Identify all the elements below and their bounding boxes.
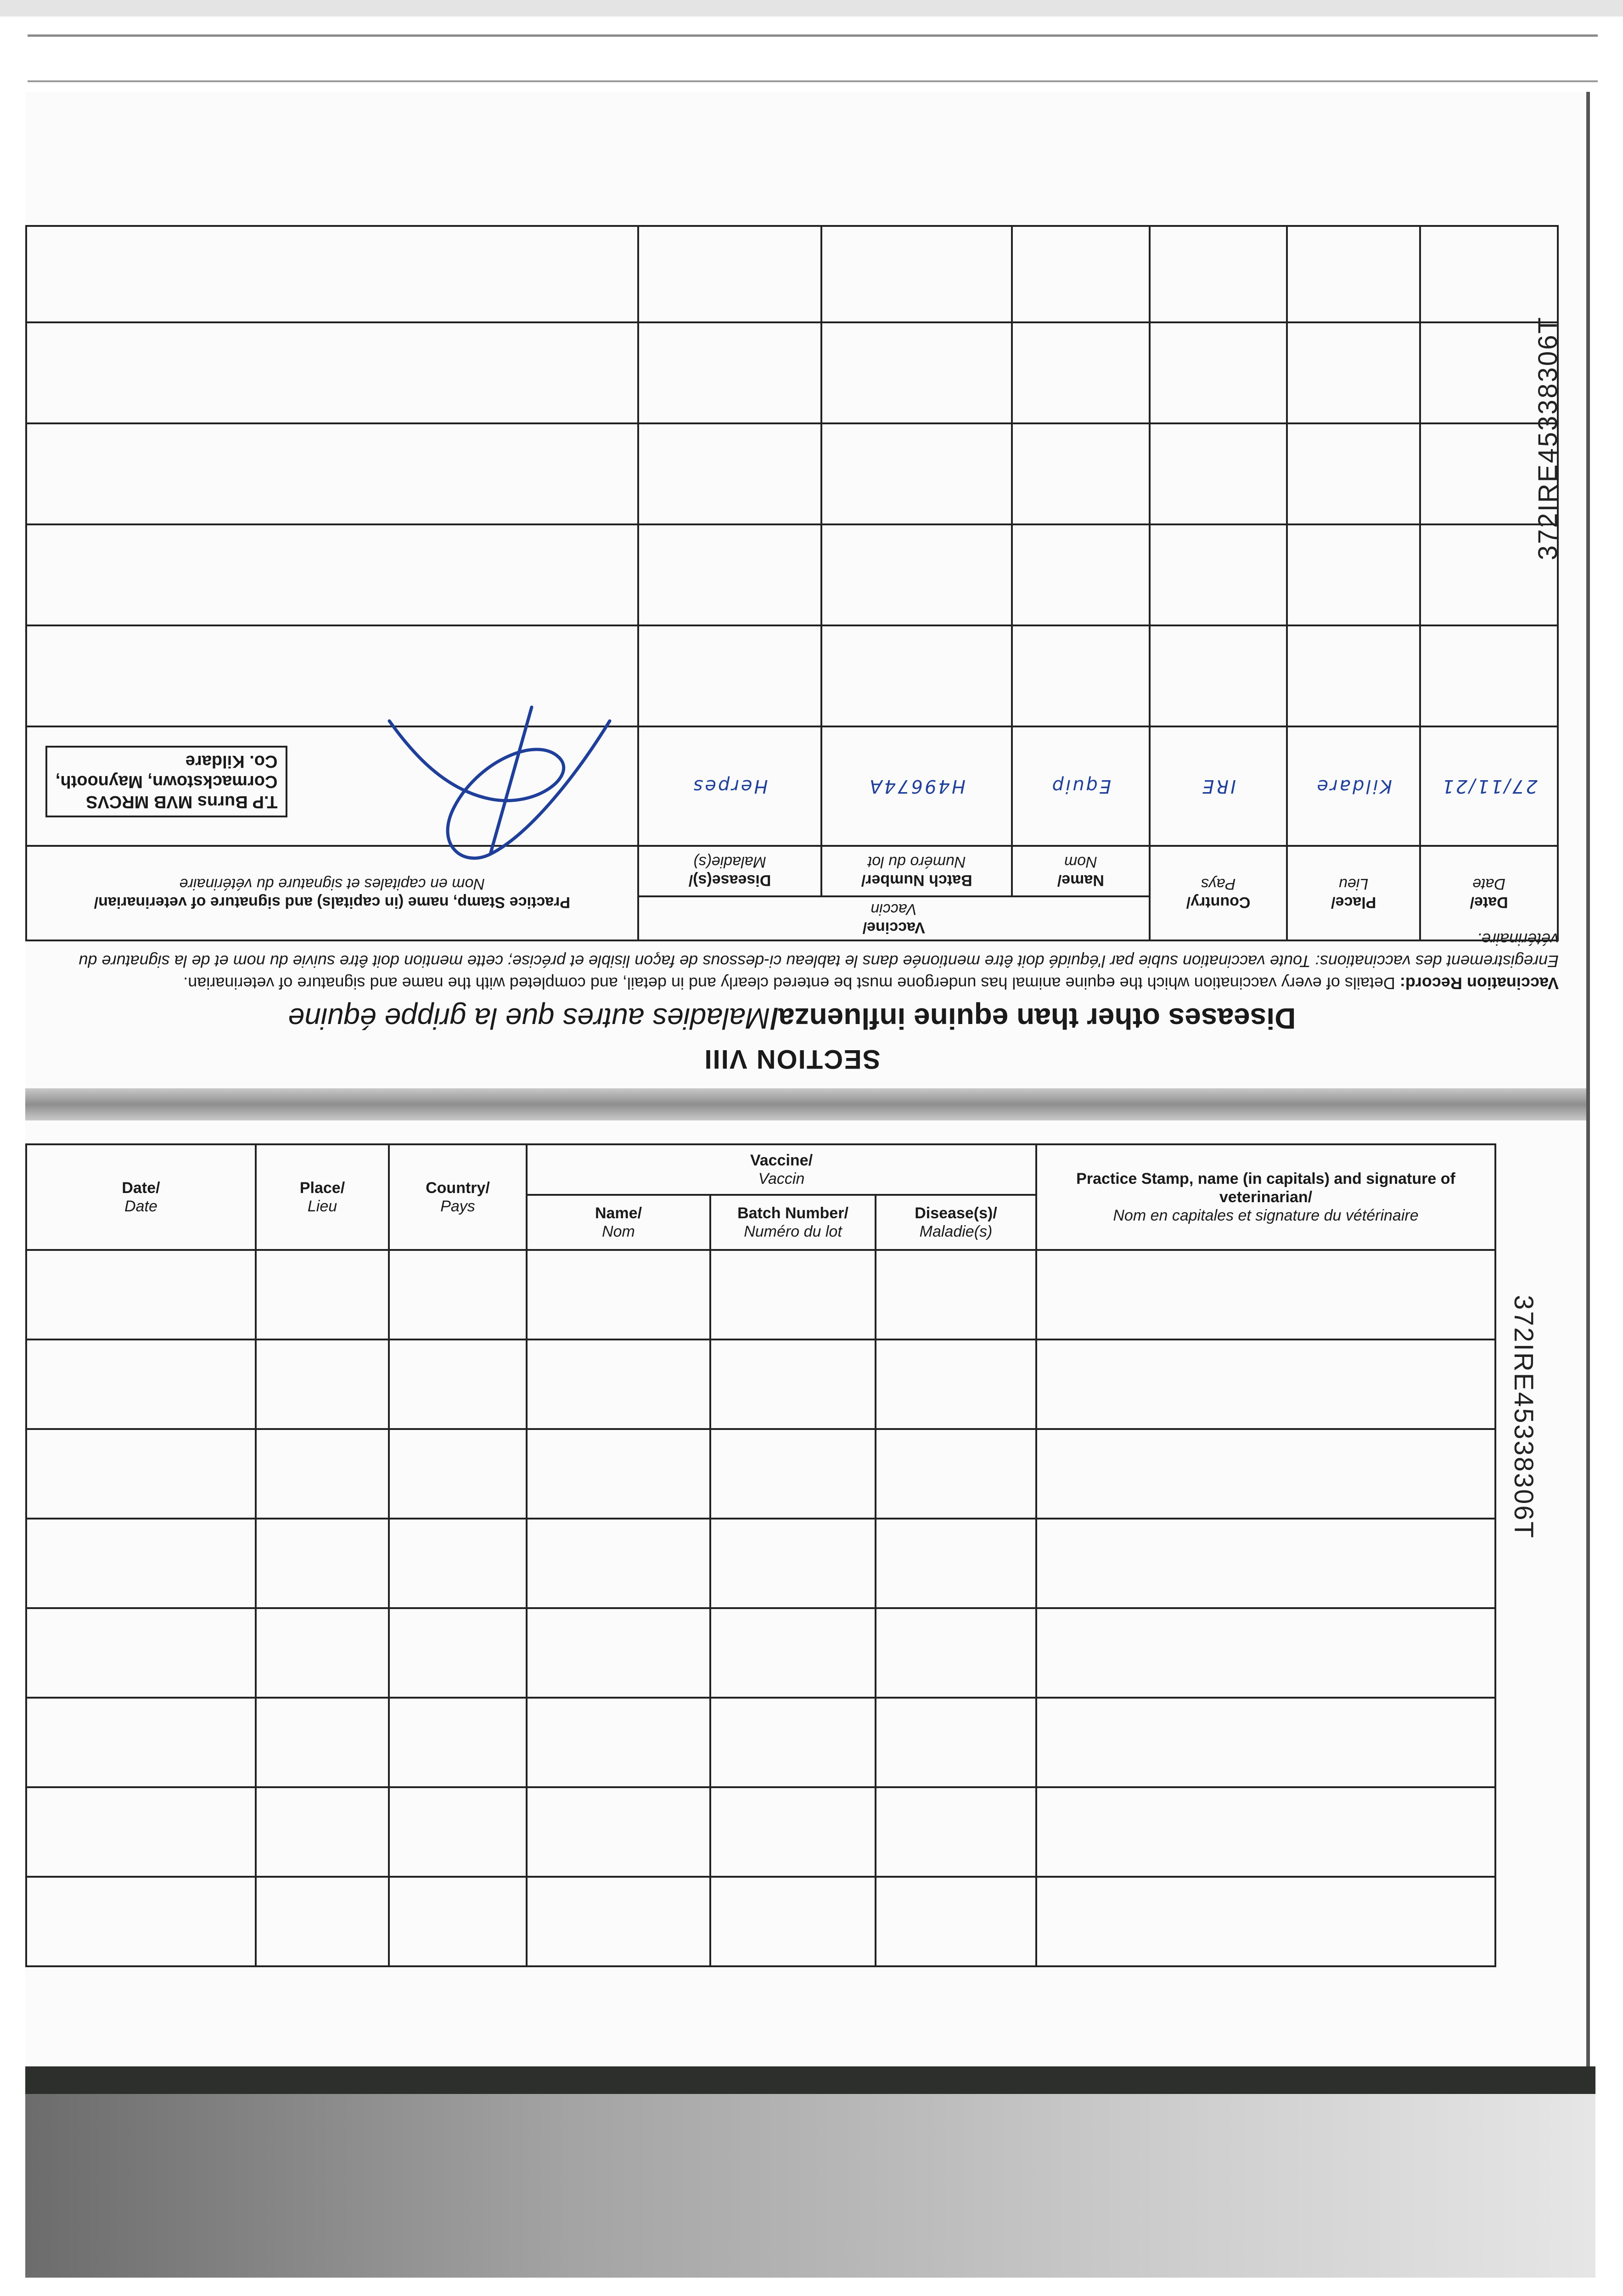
vaccination-table [25,225,1559,941]
record-disease: Herpes [638,726,822,846]
note-label-fr: Enregistrement des vaccinations: [1315,952,1559,971]
col-date: Date/ Date [26,1144,256,1250]
table-row [26,726,1558,846]
upper-page [25,184,1563,1079]
book-spine [25,1088,1586,1120]
stamp-line: Cormackstown, Maynooth, [56,772,278,791]
page-id-upper: 372IRE45338306T [1533,316,1563,560]
table-row [26,1877,1495,1966]
table-row [26,1698,1495,1787]
col-disease: Disease(s)/ Maladie(s) [638,846,822,896]
book-cover-edge [25,2066,1595,2094]
col-disease: Disease(s)/ Maladie(s) [876,1195,1036,1250]
scan-top-strip [0,0,1623,17]
note-label-en: Vaccination Record: [1399,974,1559,993]
section-title: SECTION VIII [703,1044,881,1074]
col-stamp: Practice Stamp, name (in capitals) and signature of veterinarian/ Nom en capitales et signature du vétérinaire [1036,1144,1495,1250]
table-row [26,1608,1495,1698]
table-row [26,1519,1495,1608]
record-stamp-cell [26,726,638,846]
table-row [26,1250,1495,1339]
heading-en: Diseases other than equine influenza/ [770,1002,1296,1035]
scan-shadow [25,2094,1595,2278]
table-row [26,1339,1495,1429]
table-row [26,322,1558,423]
col-country: Country/ Pays [1150,846,1287,940]
table-row [26,1787,1495,1877]
col-vaccine: Vaccine/ Vaccin [638,896,1150,940]
col-date: Date/ Date [1420,846,1558,940]
note-text-en: Details of every vaccination which the equine animal has undergone must be entered clearly and in detail, and completed with the name and signature of veterinarian. [183,974,1395,993]
col-vaccine: Vaccine/ Vaccin [527,1144,1036,1195]
note-text-fr: Toute vaccination subie par l'équidé doit être mentionée dans le tableau ci-dessous de façon lisible et précise; cette mention doit être suivie du nom et de la signature du vétérinaire. [79,930,1559,971]
record-place: Kildare [1287,726,1420,846]
practice-stamp [45,746,288,817]
col-vaccine-name: Name/ Nom [1012,846,1150,896]
section-heading [25,1002,1559,1035]
scan-line [28,80,1598,82]
table-row [26,226,1558,322]
col-place: Place/ Lieu [256,1144,389,1250]
record-date: 27/11/21 [1420,726,1558,846]
heading-fr: Maladies autres que la grippe équine [288,1002,770,1035]
table-row [26,423,1558,524]
table-row [26,1429,1495,1519]
col-batch-number: Batch Number/ Numéro du lot [821,846,1012,896]
stamp-line: Co. Kildare [185,752,278,771]
vaccination-table-empty [25,1143,1496,1967]
page-id-lower: 372IRE45338306T [1509,1295,1539,1539]
col-vaccine-name: Name/ Nom [527,1195,710,1250]
stamp-line: T.P Burns MVB MRCVS [86,792,278,811]
table-row [26,625,1558,726]
record-country: IRE [1150,726,1287,846]
record-batch-number: H49674A [821,726,1012,846]
lower-page [25,1120,1559,2066]
veterinarian-signature [371,698,628,872]
col-batch-number: Batch Number/ Numéro du lot [710,1195,876,1250]
table-row [26,524,1558,625]
record-vaccine-name: Equip [1012,726,1150,846]
col-stamp: Practice Stamp, name (in capitals) and signature of veterinarian/ Nom en capitales et signature du vétérinaire [26,846,638,940]
col-place: Place/ Lieu [1287,846,1420,940]
col-country: Country/ Pays [389,1144,527,1250]
scan-line [28,34,1598,37]
